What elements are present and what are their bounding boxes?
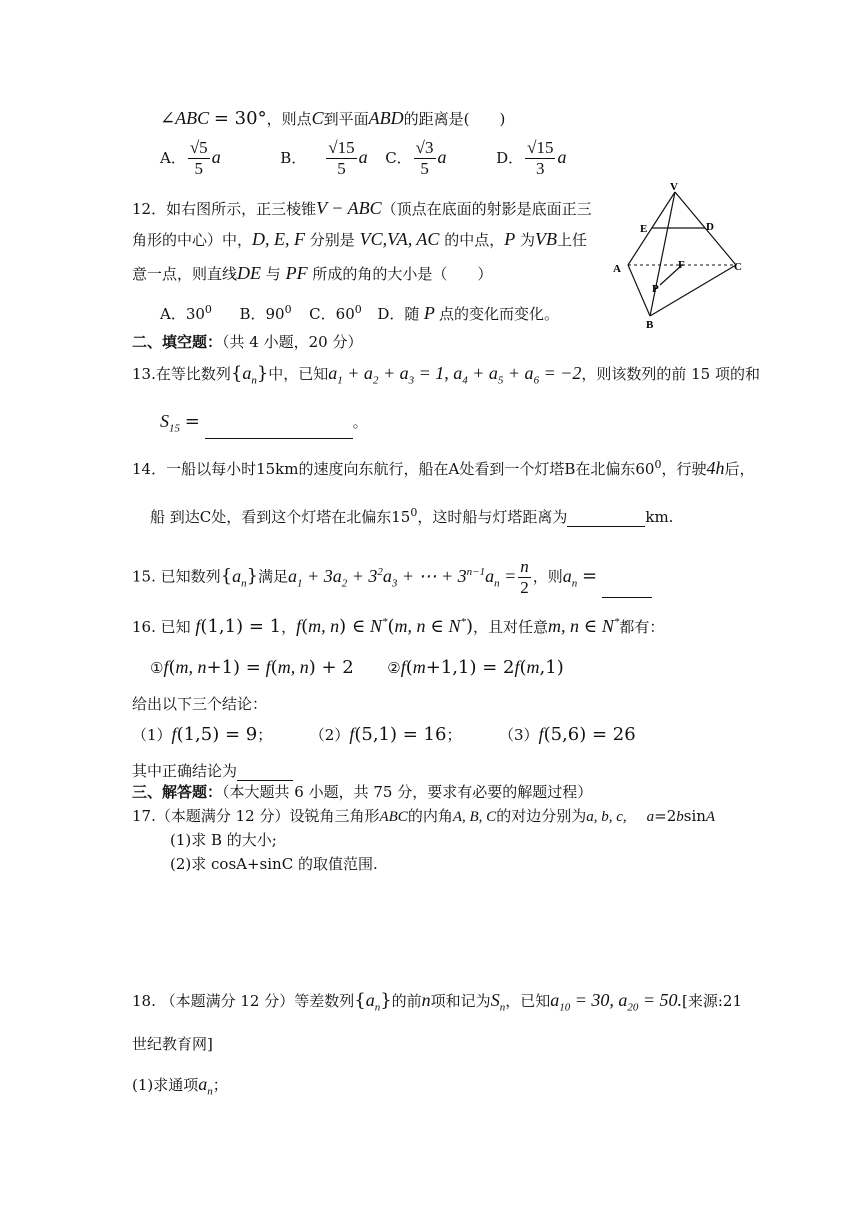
q16-conclusions-intro: 给出以下三个结论： xyxy=(132,695,268,713)
fig-label-v: V xyxy=(670,181,678,193)
fig-label-d: D xyxy=(706,221,714,233)
q16-line1: 16. 已知 f(1,1) = 1，f(m, n) ∈ N*(m, n ∈ N*)，且对任意m, n ∈ N*都有： xyxy=(132,616,665,637)
q13-line1: 13.在等比数列$\{a_n\}$中，已知$a_1 + a_2 + a_3 = 1$, $a_4 + a_5 + a_6 = -2$，则该数列的前 15 项的和 xyxy=(132,363,760,387)
q17-line1: 17.（本题满分 12 分）设锐角三角形ABC的内角A, B, C的对边分别为a, b, c, a=2bsinA xyxy=(132,807,716,825)
q11-option-a: A． $\frac{√5}{5}$ a xyxy=(160,138,221,178)
q16-conclusions: （1）f(1,5) = 9； （2）f(5,1) = 16； （3）f(5,6) = 26 xyxy=(132,724,636,745)
section-fill-in-title: 二、填空题：（共 4 小题，20 分） xyxy=(132,333,363,351)
q13-answer-blank[interactable] xyxy=(205,422,353,439)
q11-option-c: C． $\frac{√3}{5}$ a xyxy=(385,138,447,178)
q12-options: A．$30^0$ B．$90^0$ C．$60^0$ D．随 P 点的变化而变化。 xyxy=(160,303,560,323)
q18-sub1: (1)求通项$a_n$； xyxy=(132,1074,228,1098)
q18-line1: 18. （本题满分 12 分）等差数列$\{a_n\}$的前n项和记为$S_n$，已知$a_{10} = 30$, $a_{20} = 50$.[来源:21 xyxy=(132,990,743,1014)
q11-option-d: D． $\frac{√15}{3}$ a xyxy=(496,138,567,178)
q13-line2: $S_{15}$ = 。 xyxy=(160,411,368,439)
q12-line3: 意一点，则直线DE 与 PF 所成的角的大小是（ ） xyxy=(132,263,493,283)
pyramid-figure xyxy=(608,180,758,330)
q14-answer-blank[interactable] xyxy=(567,512,645,527)
q14-line2: 船 到达C处，看到这个灯塔在北偏东$15^0$，这时船与灯塔距离为 km. xyxy=(150,506,674,526)
q16-answer: 其中正确结论为 xyxy=(132,761,293,781)
q18-line2: 世纪教育网] xyxy=(132,1035,213,1053)
q17-sub1: (1)求 B 的大小; xyxy=(170,831,277,849)
fig-label-b: B xyxy=(646,319,654,330)
q11-condition: ∠ABC = 30°，则点C到平面ABD的距离是( ) xyxy=(160,108,506,129)
fig-label-p: P xyxy=(652,283,659,295)
q11-option-b: B． $\frac{√15}{5}$ a xyxy=(280,138,368,178)
q12-line1: 12．如右图所示，正三棱锥V − ABC（顶点在底面的射影是底面正三 xyxy=(132,198,592,218)
q15-answer-blank[interactable] xyxy=(602,583,652,598)
q17-sub2: (2)求 cosA+sinC 的取值范围. xyxy=(170,855,378,873)
q11-options xyxy=(160,138,566,179)
section-solve-title: 三、解答题：（本大题共 6 小题，共 75 分，要求有必要的解题过程） xyxy=(132,783,593,801)
q16-answer-blank[interactable] xyxy=(237,766,293,781)
fig-label-e: E xyxy=(640,223,648,235)
fig-label-a: A xyxy=(613,263,621,275)
q16-conditions: ①f(m, n+1) = f(m, n) + 2 ②f(m+1,1) = 2f(m,1) xyxy=(150,657,564,678)
fig-label-c: C xyxy=(734,261,742,273)
q12-line2: 角形的中心）中，D, E, F 分别是 VC,VA, AC 的中点，P 为VB上任 xyxy=(132,229,588,249)
fig-label-f: F xyxy=(678,259,685,271)
q14-line1: 14．一船以每小时15km的速度向东航行，船在A处看到一个灯塔B在北偏东$60^0$，行驶4h后， xyxy=(132,458,755,478)
q15-line: 15. 已知数列$\{a_n\}$满足$a_1 + 3a_2 + 3^2a_3$ + ⋯ + $3^{n-1}a_n$ = $\frac{n}{2}$ ，则$a_n$ = xyxy=(132,557,652,598)
